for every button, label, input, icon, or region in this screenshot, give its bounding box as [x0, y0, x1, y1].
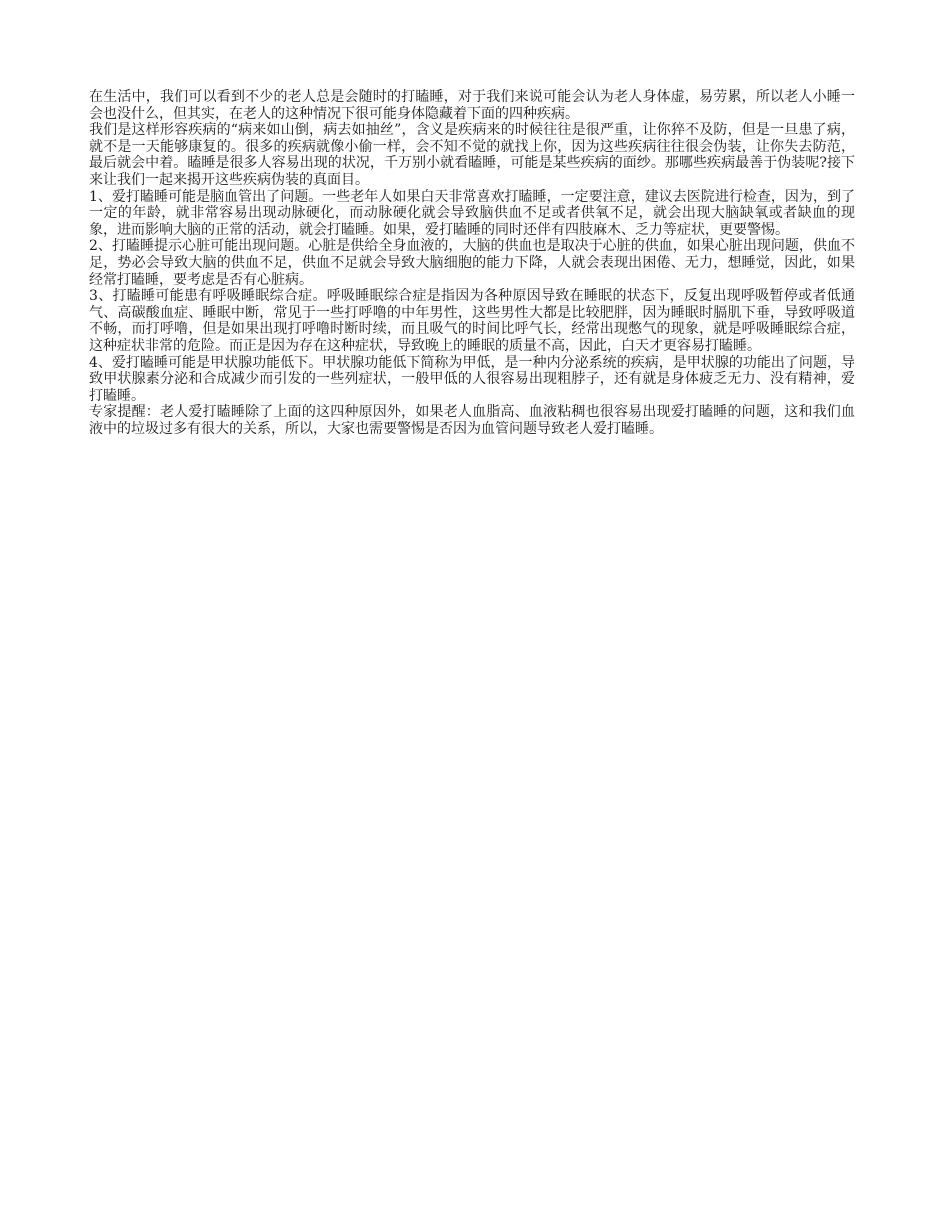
cause-2-paragraph: 2、打瞌睡提示心脏可能出现问题。心脏是供给全身血液的，大脑的供血也是取决于心脏的供血，如果心脏出现问题，供血不足，势必会导致大脑的供血不足，供血不足就会导致大脑细胞的能力下降，人就会表现出困倦、无力，想睡觉，因此，如果经常打瞌睡，要考虑是否有心脏病。 — [89, 238, 855, 288]
document-body — [89, 89, 855, 437]
cause-1-paragraph: 1、爱打瞌睡可能是脑血管出了问题。一些老年人如果白天非常喜欢打瞌睡，一定要注意，建议去医院进行检查，因为，到了一定的年龄，就非常容易出现动脉硬化，而动脉硬化就会导致脑供血不足或者供氧不足，就会出现大脑缺氧或者缺血的现象，进而影响大脑的正常的活动，就会打瞌睡。如果，爱打瞌睡的同时还伴有四肢麻木、乏力等症状，更要警惕。 — [89, 188, 855, 238]
context-paragraph: 我们是这样形容疾病的“病来如山倒，病去如抽丝”，含义是疾病来的时候往往是很严重，让你猝不及防，但是一旦患了病，就不是一天能够康复的。很多的疾病就像小偷一样，会不知不觉的就找上你，因为这些疾病往往很会伪装，让你失去防范，最后就会中着。瞌睡是很多人容易出现的状况，千万别小就看瞌睡，可能是某些疾病的面纱。那哪些疾病最善于伪装呢?接下来让我们一起来揭开这些疾病伪装的真面目。 — [89, 122, 855, 188]
cause-3-paragraph: 3、打瞌睡可能患有呼吸睡眠综合症。呼吸睡眠综合症是指因为各种原因导致在睡眠的状态下，反复出现呼吸暂停或者低通气、高碳酸血症、睡眠中断，常见于一些打呼噜的中年男性，这些男性大都是比较肥胖，因为睡眠时膈肌下垂，导致呼吸道不畅，而打呼噜，但是如果出现打呼噜时断时续，而且吸气的时间比呼气长，经常出现憋气的现象，就是呼吸睡眠综合症，这种症状非常的危险。而正是因为存在这种症状，导致晚上的睡眠的质量不高，因此，白天才更容易打瞌睡。 — [89, 288, 855, 354]
cause-4-paragraph: 4、爱打瞌睡可能是甲状腺功能低下。甲状腺功能低下简称为甲低，是一种内分泌系统的疾病，是甲状腺的功能出了问题，导致甲状腺素分泌和合成减少而引发的一些列症状，一般甲低的人很容易出现粗脖子，还有就是身体疲乏无力、没有精神，爱打瞌睡。 — [89, 354, 855, 404]
expert-tip-paragraph: 专家提醒：老人爱打瞌睡除了上面的这四种原因外，如果老人血脂高、血液粘稠也很容易出现爱打瞌睡的问题，这和我们血液中的垃圾过多有很大的关系，所以，大家也需要警惕是否因为血管问题导致老人爱打瞌睡。 — [89, 404, 855, 437]
intro-paragraph: 在生活中，我们可以看到不少的老人总是会随时的打瞌睡，对于我们来说可能会认为老人身体虚，易劳累，所以老人小睡一会也没什么，但其实，在老人的这种情况下很可能身体隐藏着下面的四种疾病。 — [89, 89, 855, 122]
